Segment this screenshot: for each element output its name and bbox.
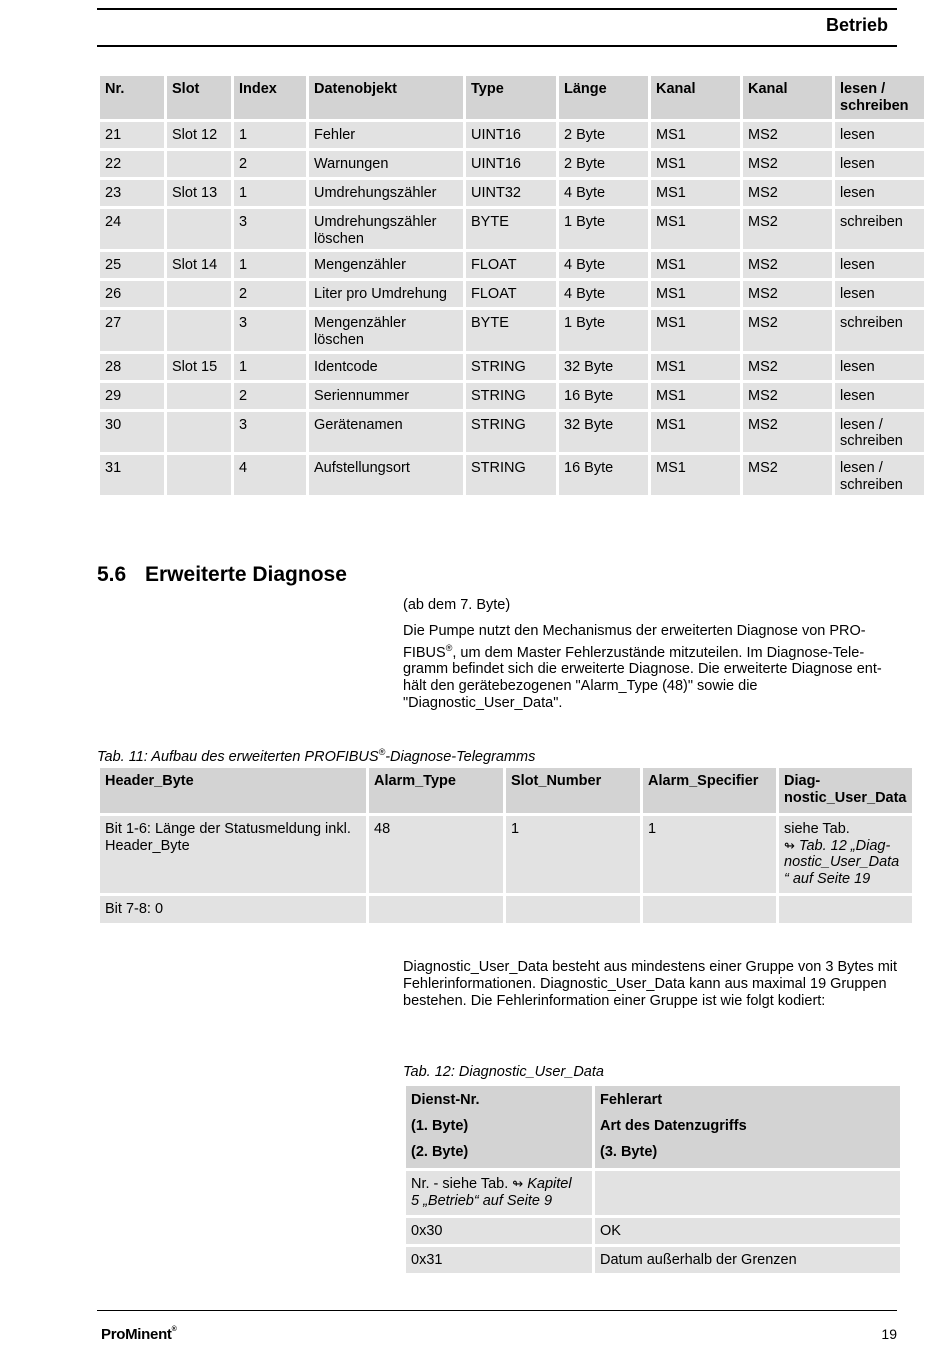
table-cell: lesen	[835, 122, 924, 148]
cell-user-data	[779, 816, 912, 893]
table-cell: 1 Byte	[559, 310, 648, 350]
table-cell: MS1	[651, 122, 740, 148]
para-pump-diagnosis	[403, 623, 900, 712]
table-row	[100, 383, 924, 409]
table-header-row	[100, 76, 924, 119]
table-cell	[167, 209, 231, 249]
cell-header-byte: Bit 7-8: 0	[100, 896, 366, 923]
para-line: "Diagnostic_User_Data".	[403, 695, 563, 712]
table-cell: Identcode	[309, 354, 463, 380]
table-row	[406, 1247, 900, 1273]
table-header-row	[100, 768, 912, 813]
table-cell: 4 Byte	[559, 281, 648, 307]
table-cell: schreiben	[835, 209, 924, 249]
table-cell: 1	[234, 180, 306, 206]
table-cell: 3	[234, 209, 306, 249]
cell-slot-number: 1	[506, 816, 640, 893]
table-cell: lesen / schreiben	[835, 455, 924, 495]
table11-caption	[97, 747, 535, 766]
para-text: FIBUS	[403, 644, 446, 661]
table-row	[100, 151, 924, 177]
table-cell: Seriennummer	[309, 383, 463, 409]
col-header: Type	[466, 76, 556, 119]
col-header: Alarm_Type	[369, 768, 503, 813]
table-cell	[167, 310, 231, 350]
table-cell: lesen	[835, 281, 924, 307]
table-cell: MS2	[743, 252, 832, 278]
table-cell: 31	[100, 455, 164, 495]
table-cell: 25	[100, 252, 164, 278]
col-header: Nr.	[100, 76, 164, 119]
footer-rule	[97, 1310, 897, 1311]
table-row	[100, 412, 924, 452]
table-cell: 32 Byte	[559, 412, 648, 452]
table-cell: Slot 15	[167, 354, 231, 380]
logo-mark: ®	[171, 1326, 177, 1333]
col-header: Länge	[559, 76, 648, 119]
table-cell: 2	[234, 383, 306, 409]
table-cell: MS2	[743, 412, 832, 452]
table-cell: lesen	[835, 252, 924, 278]
col-header-service	[406, 1086, 592, 1168]
col-header: Slot_Number	[506, 768, 640, 813]
table-cell: MS2	[743, 151, 832, 177]
table-cell: 3	[234, 310, 306, 350]
cell-empty	[779, 896, 912, 923]
para-text: , um dem Master Fehlerzustände mitzuteilen. Im Diagnose-Tele-	[452, 644, 865, 661]
table-cell: Slot 13	[167, 180, 231, 206]
cell-empty	[643, 896, 776, 923]
table-cell: 3	[234, 412, 306, 452]
header-line: (1. Byte)	[411, 1118, 469, 1134]
header-line: (2. Byte)	[411, 1144, 469, 1160]
table-cell: 32 Byte	[559, 354, 648, 380]
link-arrow-icon: ↬	[512, 1176, 524, 1191]
link-arrow-icon: ↬	[784, 837, 795, 853]
table-row	[100, 180, 924, 206]
cell-code: 0x30	[406, 1218, 592, 1244]
table-cell: lesen	[835, 151, 924, 177]
table-cell: Mengenzähler	[309, 252, 463, 278]
table-cell: 2	[234, 281, 306, 307]
cell-header-byte: Bit 1-6: Länge der Statusmeldung inkl. Header_Byte	[100, 816, 366, 893]
col-header: Kanal	[651, 76, 740, 119]
table-cell: FLOAT	[466, 252, 556, 278]
table-cell: MS1	[651, 310, 740, 350]
table-cell: MS1	[651, 151, 740, 177]
user-data-table	[403, 1083, 903, 1276]
table-cell: MS2	[743, 281, 832, 307]
table-cell	[167, 281, 231, 307]
table-cell: 2 Byte	[559, 122, 648, 148]
para-line	[403, 640, 900, 662]
para-byte-note: (ab dem 7. Byte)	[403, 597, 511, 613]
table-cell: 21	[100, 122, 164, 148]
table-cell: 1	[234, 354, 306, 380]
diagnosis-telegram-table	[97, 765, 915, 926]
table-cell	[167, 151, 231, 177]
header-line: Art des Datenzugriffs	[600, 1118, 747, 1134]
table-cell: 27	[100, 310, 164, 350]
table-cell: FLOAT	[466, 281, 556, 307]
cell-meaning: OK	[595, 1218, 900, 1244]
table-cell: MS1	[651, 252, 740, 278]
table-cell: 2	[234, 151, 306, 177]
table-cell	[167, 455, 231, 495]
table-cell: 1	[234, 122, 306, 148]
table-cell: 16 Byte	[559, 383, 648, 409]
cell-code: 0x31	[406, 1247, 592, 1273]
table-row	[100, 209, 924, 249]
table-cell: STRING	[466, 354, 556, 380]
table-row	[100, 281, 924, 307]
registered-mark: ®	[378, 747, 386, 757]
table-cell: MS2	[743, 122, 832, 148]
table-cell: MS2	[743, 354, 832, 380]
col-header: Slot	[167, 76, 231, 119]
table-cell: 16 Byte	[559, 455, 648, 495]
col-header: Diag- nostic_User_Data	[779, 768, 912, 813]
table-cell: UINT16	[466, 151, 556, 177]
cell-empty	[506, 896, 640, 923]
table-cell: BYTE	[466, 209, 556, 249]
table-cell: Slot 14	[167, 252, 231, 278]
col-header: Alarm_Specifier	[643, 768, 776, 813]
section-title: Erweiterte Diagnose	[145, 563, 347, 586]
table-cell: 4 Byte	[559, 252, 648, 278]
table-cell: 28	[100, 354, 164, 380]
table-cell: UINT16	[466, 122, 556, 148]
table-cell: lesen	[835, 180, 924, 206]
table-cell: MS1	[651, 180, 740, 206]
table-cell: MS1	[651, 455, 740, 495]
page-number: 19	[881, 1326, 897, 1342]
slot-table	[97, 73, 927, 498]
header-line: Dienst-Nr.	[411, 1092, 480, 1108]
table-cell: 26	[100, 281, 164, 307]
table-row	[406, 1218, 900, 1244]
table-cell: 22	[100, 151, 164, 177]
table-cell: MS2	[743, 180, 832, 206]
table-row	[100, 252, 924, 278]
table-cell: lesen / schreiben	[835, 412, 924, 452]
table-cell: MS1	[651, 354, 740, 380]
table-cell: MS1	[651, 383, 740, 409]
table-cell	[167, 383, 231, 409]
table-cell: MS2	[743, 310, 832, 350]
xref-link-table12[interactable]: ↬ Tab. 12 „Diag- nostic_User_Data “ auf Seite 19	[784, 837, 900, 888]
table-row	[100, 455, 924, 495]
table-cell	[167, 412, 231, 452]
table-row	[100, 354, 924, 380]
header-line: (3. Byte)	[600, 1144, 658, 1160]
cell-meaning: Datum außerhalb der Grenzen	[595, 1247, 900, 1273]
table-cell: 30	[100, 412, 164, 452]
table-cell: Umdrehungszähler	[309, 180, 463, 206]
table-cell: lesen	[835, 383, 924, 409]
logo-text: ProMinent	[101, 1326, 172, 1343]
para-line: gramm befindet sich die erweiterte Diagnose. Die erweiterte Diagnose ent-	[403, 661, 882, 678]
col-header: Header_Byte	[100, 768, 366, 813]
table-header-row	[406, 1086, 900, 1168]
registered-mark: ®	[445, 642, 453, 653]
table-cell: MS2	[743, 383, 832, 409]
prominent-logo	[101, 1326, 177, 1343]
table-cell: schreiben	[835, 310, 924, 350]
table-cell: MS1	[651, 281, 740, 307]
caption-text: -Diagnose-Telegramms	[385, 748, 536, 765]
header-line: Fehlerart	[600, 1092, 663, 1108]
caption-text: Tab. 11: Aufbau des erweiterten PROFIBUS	[97, 748, 379, 765]
table-cell: MS1	[651, 412, 740, 452]
table-cell: Gerätenamen	[309, 412, 463, 452]
cell-empty	[595, 1171, 900, 1215]
table-row	[100, 122, 924, 148]
para-line: hält den gerätebezogenen "Alarm_Type (48)" sowie die	[403, 678, 758, 695]
table-cell: Liter pro Umdrehung	[309, 281, 463, 307]
para-user-data: Diagnostic_User_Data besteht aus mindestens einer Gruppe von 3 Bytes mit Fehlerinformationen. Diagnostic_User_Data kann aus maximal 19 Gruppen bestehen. Die Fehlerinformation einer Gruppe ist wie folgt kodiert:	[403, 959, 898, 1009]
header-rule-top	[97, 8, 897, 10]
para-line: Die Pumpe nutzt den Mechanismus der erweiterten Diagnose von PRO-	[403, 623, 866, 639]
table-cell: lesen	[835, 354, 924, 380]
col-header: Index	[234, 76, 306, 119]
cell-alarm-specifier: 1	[643, 816, 776, 893]
table-cell: MS2	[743, 209, 832, 249]
table-cell: UINT32	[466, 180, 556, 206]
table12-caption: Tab. 12: Diagnostic_User_Data	[403, 1064, 604, 1080]
table-cell: 4 Byte	[559, 180, 648, 206]
col-header: Datenobjekt	[309, 76, 463, 119]
col-header-error	[595, 1086, 900, 1168]
table-row	[100, 816, 912, 893]
section-heading	[97, 563, 347, 587]
table-cell: Slot 12	[167, 122, 231, 148]
section-number: 5.6	[97, 563, 127, 586]
cell-text: Nr. - siehe Tab.	[411, 1176, 509, 1192]
cell-alarm-type: 48	[369, 816, 503, 893]
xref-link-chapter5[interactable]: ↬ Kapitel 5 „Betrieb“ auf Seite 9	[411, 1176, 572, 1209]
table-cell: MS1	[651, 209, 740, 249]
table-cell: 4	[234, 455, 306, 495]
cell-empty	[369, 896, 503, 923]
table-cell: Mengenzähler löschen	[309, 310, 463, 350]
table-cell: MS2	[743, 455, 832, 495]
col-header: Kanal	[743, 76, 832, 119]
table-cell: 1	[234, 252, 306, 278]
cell-nr-ref	[406, 1171, 592, 1215]
table-cell: 29	[100, 383, 164, 409]
table-cell: Umdrehungszähler löschen	[309, 209, 463, 249]
table-cell: BYTE	[466, 310, 556, 350]
table-cell: 1 Byte	[559, 209, 648, 249]
header-rule-bottom	[97, 45, 897, 47]
table-cell: 23	[100, 180, 164, 206]
col-header: lesen / schreiben	[835, 76, 924, 119]
table-cell: 2 Byte	[559, 151, 648, 177]
table-row	[406, 1171, 900, 1215]
table-cell: Aufstellungsort	[309, 455, 463, 495]
table-cell: STRING	[466, 455, 556, 495]
table-row	[100, 310, 924, 350]
table-row	[100, 896, 912, 923]
cell-text: siehe Tab.	[784, 821, 850, 837]
table-cell: Warnungen	[309, 151, 463, 177]
table-cell: Fehler	[309, 122, 463, 148]
table-cell: STRING	[466, 383, 556, 409]
header-title: Betrieb	[825, 15, 888, 35]
table-cell: 24	[100, 209, 164, 249]
table-cell: STRING	[466, 412, 556, 452]
